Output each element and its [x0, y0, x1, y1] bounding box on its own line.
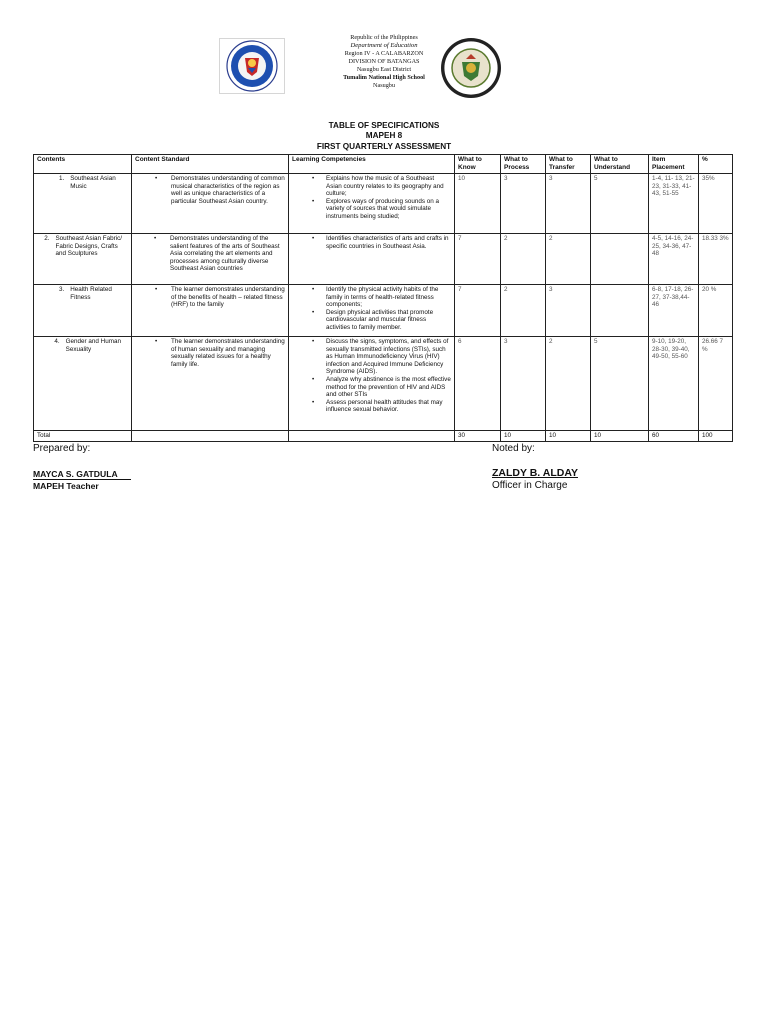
content-cell — [34, 234, 132, 285]
header-learning-competencies: Learning Competencies — [289, 155, 455, 174]
total-label: Total — [34, 431, 132, 442]
total-empty-cell — [289, 431, 455, 442]
competency-item: • Explores ways of producing sounds on a variety of sources that would simulate instruments being studied; — [292, 198, 451, 221]
table-row — [34, 234, 733, 285]
header-town: Nasugbu — [373, 82, 395, 89]
process-cell: 2 — [501, 285, 546, 337]
competency-item: • Identifies characteristics of arts and crafts in specific countries in Southeast Asia. — [292, 235, 451, 250]
header-what-to-transfer: What to Transfer — [546, 155, 591, 174]
prepared-by-title: MAPEH Teacher — [33, 481, 99, 491]
header-percent: % — [699, 155, 733, 174]
competency-item: • Explains how the music of a Southeast Asian country relates to its geography and culture; — [292, 175, 451, 198]
noted-by-name: ZALDY B. ALDAY — [492, 467, 578, 479]
competencies-cell — [289, 337, 455, 431]
competency-item: • Assess personal health attitudes that may influence sexual behavior. — [292, 399, 451, 414]
standard-text: • The learner demonstrates understanding of human sexuality and managing sexually related issues for a healthy family life. — [135, 338, 285, 368]
transfer-cell: 2 — [546, 337, 591, 431]
row-number: 2. — [44, 235, 50, 242]
content-title: Health Related Fitness — [70, 286, 112, 301]
total-understand: 10 — [591, 431, 649, 442]
title-table-of-specifications: TABLE OF SPECIFICATIONS — [328, 121, 440, 130]
row-number: 3. — [58, 286, 65, 293]
standard-text: • Demonstrates understanding of the salient features of the arts of Southeast Asia correlating the art elements and processes among culturally diverse Southeast Asian countries — [135, 235, 285, 273]
placement-cell: 9-10, 19-20, 28-30, 39-40, 49-50, 55-60 — [649, 337, 699, 431]
placement-cell: 4-5, 14-16, 24-25, 34-36, 47-48 — [649, 234, 699, 285]
process-cell: 3 — [501, 174, 546, 234]
table-row — [34, 337, 733, 431]
row-number: 4. — [54, 338, 60, 345]
understand-cell: 5 — [591, 174, 649, 234]
content-cell — [34, 337, 132, 431]
title-subject: MAPEH 8 — [365, 131, 403, 141]
percent-cell: 20 % — [699, 285, 733, 337]
content-cell — [34, 285, 132, 337]
competencies-cell — [289, 285, 455, 337]
table-header-row — [34, 155, 733, 174]
percent-cell: 26.66 7 % — [699, 337, 733, 431]
know-cell: 10 — [455, 174, 501, 234]
header-content-standard: Content Standard — [132, 155, 289, 174]
specifications-table — [33, 154, 733, 442]
placement-cell: 6-8, 17-18, 26-27, 37-38,44-46 — [649, 285, 699, 337]
header-what-to-process: What to Process — [501, 155, 546, 174]
total-empty-cell — [132, 431, 289, 442]
header-district: Nasugbu East District — [356, 66, 412, 73]
percent-cell: 35% — [699, 174, 733, 234]
header-republic: Republic of the Philippines — [350, 34, 418, 41]
noted-by-label: Noted by: — [492, 443, 535, 454]
school-seal-icon — [438, 36, 504, 100]
document-header — [0, 34, 768, 104]
understand-cell: 5 — [591, 337, 649, 431]
document-titles — [0, 121, 768, 152]
header-item-placement: Item Placement — [649, 155, 699, 174]
content-title: Southeast Asian Fabric/ Fabric Designs, Crafts and Sculptures — [55, 235, 122, 258]
know-cell: 7 — [455, 234, 501, 285]
content-title: Gender and Human Sexuality — [65, 338, 121, 353]
total-process: 10 — [501, 431, 546, 442]
standard-text: • Demonstrates understanding of common musical characteristics of the region as well as unique characteristics of a particular Southeast Asian country. — [135, 175, 285, 205]
total-know: 30 — [455, 431, 501, 442]
table-row — [34, 174, 733, 234]
noted-by-title: Officer in Charge — [492, 480, 568, 491]
know-cell: 7 — [455, 285, 501, 337]
header-region: Region IV - A CALABARZON — [344, 50, 424, 57]
competency-item: • Discuss the signs, symptoms, and effects of sexually transmitted infections (STIs), such as Human Immunodeficiency Virus (HIV) infection and Acquired Immune Deficiency Syndrome (AIDS). — [292, 338, 451, 376]
process-cell: 2 — [501, 234, 546, 285]
competency-item: • Design physical activities that promote cardiovascular and muscular fitness activities to family member. — [292, 309, 451, 332]
header-what-to-know: What to Know — [455, 155, 501, 174]
competency-item: • Identify the physical activity habits of the family in terms of health-related fitness components; — [292, 286, 451, 309]
placement-cell: 1-4, 11- 13, 21-23, 31-33, 41-43, 51-55 — [649, 174, 699, 234]
understand-cell — [591, 234, 649, 285]
row-number: 1. — [58, 175, 65, 182]
transfer-cell: 2 — [546, 234, 591, 285]
table-row — [34, 285, 733, 337]
title-assessment: FIRST QUARTERLY ASSESSMENT — [316, 141, 452, 151]
header-department: Department of Education — [350, 42, 418, 49]
competency-item: • Analyze why abstinence is the most effective method for the prevention of HIV and AIDS and other STIs — [292, 376, 451, 399]
standard-text: • The learner demonstrates understanding of the benefits of health – related fitness (HRF) to the family — [135, 286, 285, 309]
prepared-by-label: Prepared by: — [33, 443, 91, 454]
header-school: Tumalim National High School — [343, 74, 425, 81]
total-placement: 60 — [649, 431, 699, 442]
know-cell: 6 — [455, 337, 501, 431]
competencies-cell — [289, 174, 455, 234]
competencies-cell — [289, 234, 455, 285]
understand-cell — [591, 285, 649, 337]
percent-cell: 18.33 3% — [699, 234, 733, 285]
total-transfer: 10 — [546, 431, 591, 442]
process-cell: 3 — [501, 337, 546, 431]
content-cell — [34, 174, 132, 234]
transfer-cell: 3 — [546, 285, 591, 337]
content-standard-cell — [132, 285, 289, 337]
content-standard-cell — [132, 174, 289, 234]
total-percent: 100 — [699, 431, 733, 442]
prepared-by-name: MAYCA S. GATDULA — [33, 469, 131, 480]
content-title: Southeast Asian Music — [70, 175, 116, 190]
deped-seal-icon — [219, 38, 285, 94]
header-division: DIVISION OF BATANGAS — [348, 58, 420, 65]
content-standard-cell — [132, 234, 289, 285]
content-standard-cell — [132, 337, 289, 431]
transfer-cell: 3 — [546, 174, 591, 234]
header-what-to-understand: What to Understand — [591, 155, 649, 174]
header-contents: Contents — [34, 155, 132, 174]
total-row — [34, 431, 733, 442]
